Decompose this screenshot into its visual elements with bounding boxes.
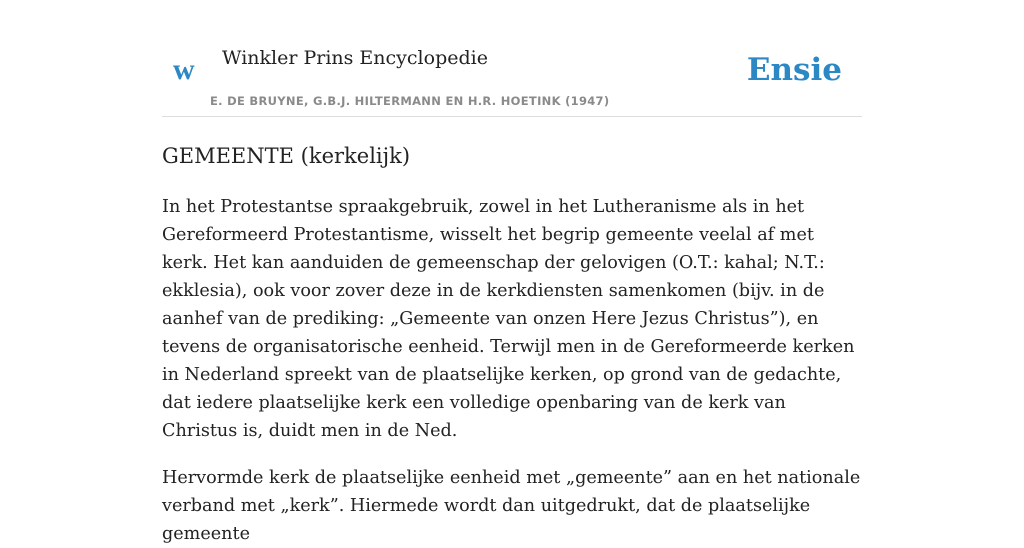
- page: [162, 0, 862, 548]
- ensie-logo-link[interactable]: Ensie: [746, 52, 842, 88]
- article-paragraph: In het Protestantse spraakgebruik, zowel in het Lutheranisme als in het Gereformeerd Protestantisme, wisselt het begrip gemeente veelal af met kerk. Het kan aanduiden de gemeenschap der gelovigen (O.T.: kahal; N.T.: ekklesia), ook voor zover deze in de kerkdiensten samenkomen (bijv. in de aanhef van de prediking: „Gemeente van onzen Here Jezus Christus”), en tevens de organisatorische eenheid. Terwijl men in de Gereformeerde kerken in Nederland spreekt van de plaatselijke kerken, op grond van de gedachte, dat iedere plaatselijke kerk een volledige openbaring van de kerk van Christus is, duidt men in de Ned.: [162, 197, 855, 441]
- site-title-link[interactable]: Winkler Prins Encyclopedie: [222, 47, 488, 69]
- site-header: [162, 0, 862, 117]
- winkler-prins-logo-icon[interactable]: w: [173, 53, 195, 86]
- article-title: GEMEENTE (kerkelijk): [162, 144, 411, 168]
- authors-line: E. DE BRUYNE, G.B.J. HILTERMANN EN H.R. HOETINK (1947): [210, 94, 610, 108]
- article-body: [162, 193, 862, 548]
- article-paragraph: Hervormde kerk de plaatselijke eenheid met „gemeente” aan en het nationale verband met „kerk”. Hiermede wordt dan uitgedrukt, dat de plaatselijke gemeente: [162, 468, 861, 544]
